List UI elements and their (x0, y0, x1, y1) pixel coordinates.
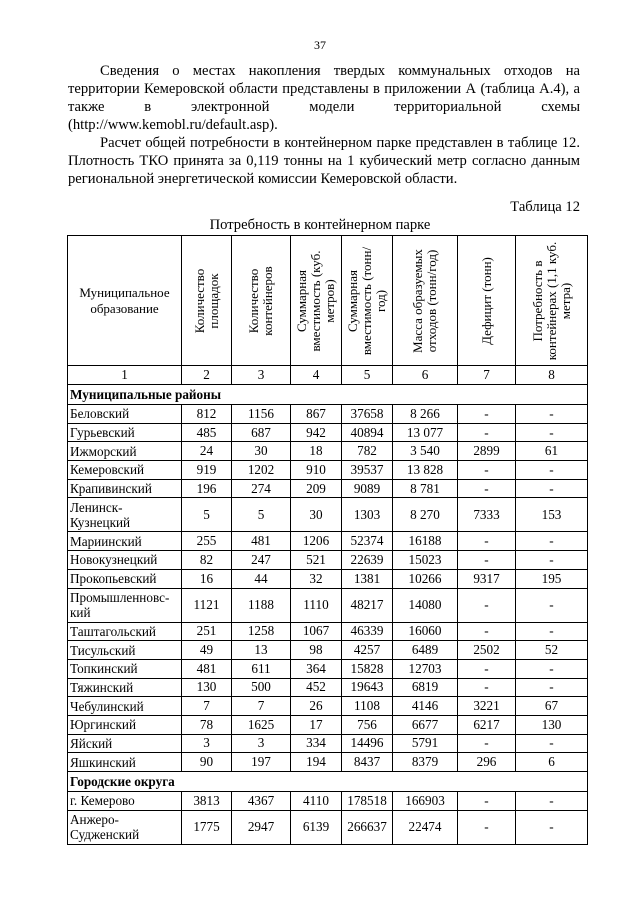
header-waste-mass (393, 236, 458, 366)
value-cell: 130 (182, 678, 232, 697)
value-cell: 178518 (342, 792, 393, 811)
value-cell: 17 (291, 715, 342, 734)
table-row (68, 810, 588, 844)
header-capacity-cubic (291, 236, 342, 366)
value-cell: 46339 (342, 622, 393, 641)
value-cell: - (516, 461, 588, 480)
value-cell: 4110 (291, 792, 342, 811)
value-cell: 296 (458, 753, 516, 772)
value-cell: 8379 (393, 753, 458, 772)
column-number: 7 (458, 366, 516, 385)
value-cell: - (516, 622, 588, 641)
municipality-name-cell: Топкинский (68, 659, 182, 678)
value-cell: 9089 (342, 479, 393, 498)
value-cell: 5791 (393, 734, 458, 753)
value-cell: 12703 (393, 659, 458, 678)
value-cell: 481 (232, 532, 291, 551)
header-deficit-label: Дефицит (тонн) (478, 256, 494, 345)
value-cell: 611 (232, 659, 291, 678)
municipality-name-cell: г. Кемерово (68, 792, 182, 811)
table-row (68, 792, 588, 811)
value-cell: 18 (291, 442, 342, 461)
value-cell: 22639 (342, 551, 393, 570)
value-cell: 910 (291, 461, 342, 480)
table-caption: Потребность в контейнерном парке (209, 217, 431, 233)
municipality-name-cell: Чебулинский (68, 697, 182, 716)
value-cell: 1202 (232, 461, 291, 480)
value-cell: 9317 (458, 569, 516, 588)
value-cell: 19643 (342, 678, 393, 697)
value-cell: - (516, 810, 588, 844)
table-row (68, 442, 588, 461)
value-cell: 195 (516, 569, 588, 588)
value-cell: - (516, 405, 588, 424)
table-row (68, 479, 588, 498)
header-municipality: Муниципальное образование (68, 236, 182, 366)
value-cell: 98 (291, 641, 342, 660)
header-sites-label: Количество площадок (191, 268, 221, 333)
value-cell: 266637 (342, 810, 393, 844)
value-cell: 82 (182, 551, 232, 570)
municipality-name-cell: Ижморский (68, 442, 182, 461)
header-deficit (458, 236, 516, 366)
value-cell: 15828 (342, 659, 393, 678)
value-cell: 364 (291, 659, 342, 678)
paragraph-calculation (68, 134, 580, 188)
column-number: 3 (232, 366, 291, 385)
table-row (68, 588, 588, 622)
value-cell: - (516, 588, 588, 622)
value-cell: 867 (291, 405, 342, 424)
value-cell: 24 (182, 442, 232, 461)
value-cell: 4257 (342, 641, 393, 660)
value-cell: - (458, 405, 516, 424)
column-number: 6 (393, 366, 458, 385)
value-cell: - (458, 479, 516, 498)
value-cell: 153 (516, 498, 588, 532)
value-cell: - (516, 532, 588, 551)
value-cell: 39537 (342, 461, 393, 480)
value-cell: 4367 (232, 792, 291, 811)
value-cell: 78 (182, 715, 232, 734)
paragraph-intro-text: Сведения о местах накопления твердых коммунальных отходов на территории Кемеровской области представлены в приложении А (таблица А.4), а также в электронной модели территориальной схемы (http://www.kemobl.ru/default.asp). (68, 63, 580, 133)
container-needs-table (67, 235, 588, 845)
table-body (68, 366, 588, 845)
value-cell: 247 (232, 551, 291, 570)
municipality-name-cell: Беловский (68, 405, 182, 424)
header-container-need (516, 236, 588, 366)
value-cell: 6217 (458, 715, 516, 734)
table-row (68, 405, 588, 424)
value-cell: 251 (182, 622, 232, 641)
value-cell: - (458, 678, 516, 697)
header-container-need-label: Потребность в контейнерах (1,1 куб. метра) (529, 241, 573, 360)
value-cell: 166903 (393, 792, 458, 811)
value-cell: 1303 (342, 498, 393, 532)
value-cell: 52374 (342, 532, 393, 551)
value-cell: 1110 (291, 588, 342, 622)
value-cell: 7 (182, 697, 232, 716)
header-capacity-tons-label: Суммарная вместимость (тонн/год) (345, 246, 388, 355)
value-cell: 2502 (458, 641, 516, 660)
municipality-name-cell: Промышленновс-кий (68, 588, 182, 622)
municipality-name-cell: Яйский (68, 734, 182, 753)
section-row-cities (68, 772, 588, 792)
value-cell: 37658 (342, 405, 393, 424)
value-cell: 13 828 (393, 461, 458, 480)
value-cell: 6819 (393, 678, 458, 697)
value-cell: - (516, 659, 588, 678)
table-row (68, 697, 588, 716)
header-sites (182, 236, 232, 366)
value-cell: 8 781 (393, 479, 458, 498)
value-cell: 255 (182, 532, 232, 551)
value-cell: 6139 (291, 810, 342, 844)
value-cell: 90 (182, 753, 232, 772)
value-cell: 15023 (393, 551, 458, 570)
value-cell: 197 (232, 753, 291, 772)
value-cell: 1625 (232, 715, 291, 734)
table-row (68, 569, 588, 588)
value-cell: - (458, 622, 516, 641)
section-row-districts (68, 385, 588, 405)
table-row (68, 715, 588, 734)
table-row (68, 641, 588, 660)
value-cell: - (458, 423, 516, 442)
paragraph-intro (68, 62, 580, 134)
value-cell: 1121 (182, 588, 232, 622)
value-cell: 16060 (393, 622, 458, 641)
value-cell: - (458, 659, 516, 678)
municipality-name-cell: Ленинск-Кузнецкий (68, 498, 182, 532)
value-cell: - (516, 792, 588, 811)
municipality-name-cell: Новокузнецкий (68, 551, 182, 570)
value-cell: 6489 (393, 641, 458, 660)
value-cell: 32 (291, 569, 342, 588)
value-cell: 1188 (232, 588, 291, 622)
value-cell: 196 (182, 479, 232, 498)
table-row (68, 622, 588, 641)
value-cell: - (458, 792, 516, 811)
table-row (68, 753, 588, 772)
header-capacity-cubic-label: Суммарная вместимость (куб. метров) (294, 250, 337, 351)
column-number: 4 (291, 366, 342, 385)
value-cell: 1067 (291, 622, 342, 641)
value-cell: 3 540 (393, 442, 458, 461)
value-cell: 812 (182, 405, 232, 424)
value-cell: 3 (232, 734, 291, 753)
municipality-name-cell: Яшкинский (68, 753, 182, 772)
value-cell: - (458, 532, 516, 551)
municipality-name-cell: Тяжинский (68, 678, 182, 697)
value-cell: - (458, 551, 516, 570)
value-cell: 48217 (342, 588, 393, 622)
header-containers-label: Количество контейнеров (246, 265, 275, 336)
value-cell: 5 (232, 498, 291, 532)
value-cell: 274 (232, 479, 291, 498)
table-number: Таблица 12 (510, 199, 580, 215)
value-cell: 4146 (393, 697, 458, 716)
value-cell: 8437 (342, 753, 393, 772)
value-cell: 334 (291, 734, 342, 753)
value-cell: 7333 (458, 498, 516, 532)
value-cell: 485 (182, 423, 232, 442)
value-cell: - (458, 810, 516, 844)
value-cell: 6677 (393, 715, 458, 734)
value-cell: 3813 (182, 792, 232, 811)
municipality-name-cell: Гурьевский (68, 423, 182, 442)
column-number: 2 (182, 366, 232, 385)
value-cell: 26 (291, 697, 342, 716)
table-row (68, 551, 588, 570)
value-cell: - (458, 588, 516, 622)
value-cell: 5 (182, 498, 232, 532)
value-cell: 8 266 (393, 405, 458, 424)
value-cell: 756 (342, 715, 393, 734)
value-cell: 6 (516, 753, 588, 772)
section-title-districts: Муниципальные районы (68, 385, 588, 405)
value-cell: 13 (232, 641, 291, 660)
value-cell: - (516, 734, 588, 753)
value-cell: 209 (291, 479, 342, 498)
value-cell: 942 (291, 423, 342, 442)
value-cell: 61 (516, 442, 588, 461)
value-cell: - (458, 734, 516, 753)
value-cell: 1108 (342, 697, 393, 716)
municipality-name-cell: Крапивинский (68, 479, 182, 498)
municipality-name-cell: Анжеро-Судженский (68, 810, 182, 844)
page-number: 37 (314, 38, 326, 52)
value-cell: 500 (232, 678, 291, 697)
value-cell: 30 (291, 498, 342, 532)
header-waste-mass-label: Масса образуемых отходов (тонн/год) (410, 248, 439, 353)
value-cell: 782 (342, 442, 393, 461)
value-cell: - (516, 479, 588, 498)
value-cell: 452 (291, 678, 342, 697)
header-row (68, 236, 588, 366)
value-cell: - (458, 461, 516, 480)
value-cell: - (516, 551, 588, 570)
table-row (68, 461, 588, 480)
value-cell: 3221 (458, 697, 516, 716)
value-cell: 3 (182, 734, 232, 753)
value-cell: 1258 (232, 622, 291, 641)
value-cell: 1775 (182, 810, 232, 844)
value-cell: 2899 (458, 442, 516, 461)
value-cell: 13 077 (393, 423, 458, 442)
value-cell: 130 (516, 715, 588, 734)
municipality-name-cell: Таштагольский (68, 622, 182, 641)
municipality-name-cell: Тисульский (68, 641, 182, 660)
column-number: 5 (342, 366, 393, 385)
column-number-row (68, 366, 588, 385)
value-cell: 194 (291, 753, 342, 772)
table-row (68, 532, 588, 551)
header-capacity-tons (342, 236, 393, 366)
value-cell: 22474 (393, 810, 458, 844)
value-cell: 49 (182, 641, 232, 660)
value-cell: 30 (232, 442, 291, 461)
table-row (68, 423, 588, 442)
municipality-name-cell: Юргинский (68, 715, 182, 734)
value-cell: 481 (182, 659, 232, 678)
municipality-name-cell: Прокопьевский (68, 569, 182, 588)
value-cell: 16 (182, 569, 232, 588)
column-number: 8 (516, 366, 588, 385)
value-cell: 52 (516, 641, 588, 660)
table-row (68, 498, 588, 532)
value-cell: 1381 (342, 569, 393, 588)
header-containers (232, 236, 291, 366)
value-cell: 16188 (393, 532, 458, 551)
column-number: 1 (68, 366, 182, 385)
table-row (68, 659, 588, 678)
value-cell: 919 (182, 461, 232, 480)
municipality-name-cell: Кемеровский (68, 461, 182, 480)
value-cell: 1156 (232, 405, 291, 424)
municipality-name-cell: Мариинский (68, 532, 182, 551)
value-cell: - (516, 423, 588, 442)
value-cell: 44 (232, 569, 291, 588)
value-cell: 2947 (232, 810, 291, 844)
value-cell: 1206 (291, 532, 342, 551)
value-cell: 7 (232, 697, 291, 716)
value-cell: 14496 (342, 734, 393, 753)
value-cell: - (516, 678, 588, 697)
section-title-cities: Городские округа (68, 772, 588, 792)
value-cell: 10266 (393, 569, 458, 588)
value-cell: 14080 (393, 588, 458, 622)
table-row (68, 678, 588, 697)
paragraph-calculation-text: Расчет общей потребности в контейнерном парке представлен в таблице 12. Плотность ТКО принята за 0,119 тонны на 1 кубический метр согласно данным региональной энергетической комиссии Кемеровской области. (68, 135, 580, 187)
value-cell: 687 (232, 423, 291, 442)
value-cell: 40894 (342, 423, 393, 442)
value-cell: 521 (291, 551, 342, 570)
value-cell: 8 270 (393, 498, 458, 532)
value-cell: 67 (516, 697, 588, 716)
table-row (68, 734, 588, 753)
